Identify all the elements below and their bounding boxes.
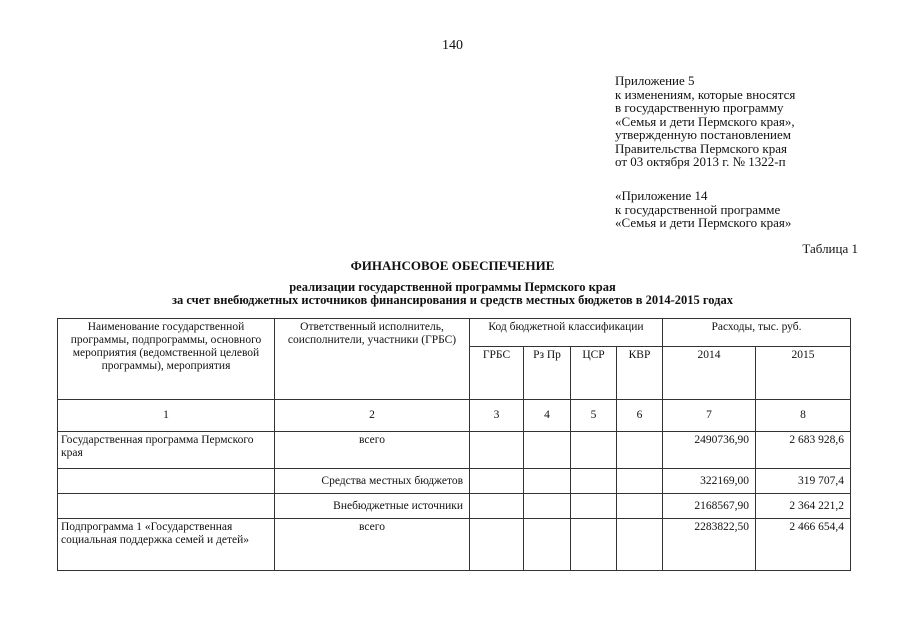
column-number: 4	[524, 400, 571, 432]
document-subtitle	[0, 281, 905, 307]
header-2015: 2015	[756, 347, 851, 400]
header-grbs: ГРБС	[470, 347, 524, 400]
row-executor: Внебюджетные источники	[275, 494, 470, 519]
appendix-14-block	[615, 189, 791, 230]
empty-cell	[571, 494, 617, 519]
row-value-2014: 2168567,90	[663, 494, 756, 519]
table-label: Таблица 1	[802, 241, 858, 256]
empty-cell	[470, 494, 524, 519]
row-name	[58, 494, 275, 519]
header-row-1	[58, 319, 851, 347]
appendix-line: «Семья и дети Пермского края»,	[615, 113, 795, 129]
column-number: 3	[470, 400, 524, 432]
row-name: Подпрограмма 1 «Государственная социальная поддержка семей и детей»	[58, 519, 275, 571]
column-number-row	[58, 400, 851, 432]
header-name: Наименование государственной программы, подпрограммы, основного мероприятия (ведомственной целевой программы), мероприятия	[58, 319, 275, 400]
appendix-line: Правительства Пермского края	[615, 140, 787, 156]
financing-table	[57, 318, 851, 571]
empty-cell	[571, 469, 617, 494]
table-row	[58, 469, 851, 494]
appendix-block	[615, 74, 795, 169]
header-rzpr: Рз Пр	[524, 347, 571, 400]
header-csr: ЦСР	[571, 347, 617, 400]
column-number: 7	[663, 400, 756, 432]
empty-cell	[571, 519, 617, 571]
empty-cell	[617, 432, 663, 469]
row-name: Государственная программа Пермского края	[58, 432, 275, 469]
table-row	[58, 494, 851, 519]
empty-cell	[617, 494, 663, 519]
appendix-line: от 03 октября 2013 г. № 1322-п	[615, 154, 786, 169]
appendix2-line: к государственной программе	[615, 201, 781, 217]
table-row	[58, 432, 851, 469]
appendix-line: в государственную программу	[615, 100, 784, 115]
appendix-line: утвержденную постановлением	[615, 127, 792, 142]
column-number: 1	[58, 400, 275, 432]
row-value-2015: 2 364 221,2	[756, 494, 851, 519]
column-number: 2	[275, 400, 470, 432]
row-value-2015: 319 707,4	[756, 469, 851, 494]
empty-cell	[470, 519, 524, 571]
column-number: 8	[756, 400, 851, 432]
row-value-2015: 2 466 654,4	[756, 519, 851, 571]
subtitle-line-2: за счет внебюджетных источников финансирования и средств местных бюджетов в 2014-2015 годах	[171, 293, 734, 307]
row-value-2015: 2 683 928,6	[756, 432, 851, 469]
appendix2-line: «Семья и дети Пермского края»	[615, 215, 792, 230]
empty-cell	[617, 469, 663, 494]
row-value-2014: 322169,00	[663, 469, 756, 494]
empty-cell	[524, 432, 571, 469]
column-number: 5	[571, 400, 617, 432]
row-value-2014: 2283822,50	[663, 519, 756, 571]
page-number: 140	[442, 38, 463, 53]
header-kvr: КВР	[617, 347, 663, 400]
appendix-line: к изменениям, которые вносятся	[615, 86, 796, 102]
row-executor: Средства местных бюджетов	[275, 469, 470, 494]
table-row	[58, 519, 851, 571]
header-code: Код бюджетной классификации	[470, 319, 663, 347]
empty-cell	[524, 469, 571, 494]
document-title: ФИНАНСОВОЕ ОБЕСПЕЧЕНИЕ	[350, 258, 555, 273]
appendix2-line: «Приложение 14	[615, 188, 708, 203]
row-name	[58, 469, 275, 494]
subtitle-line-1: реализации государственной программы Пермского края	[289, 280, 616, 294]
empty-cell	[524, 519, 571, 571]
row-value-2014: 2490736,90	[663, 432, 756, 469]
header-executor: Ответственный исполнитель, соисполнители, участники (ГРБС)	[275, 319, 470, 400]
column-number: 6	[617, 400, 663, 432]
row-executor: всего	[275, 519, 470, 571]
empty-cell	[524, 494, 571, 519]
row-executor: всего	[275, 432, 470, 469]
empty-cell	[470, 432, 524, 469]
appendix-line: Приложение 5	[615, 73, 695, 88]
header-expenses: Расходы, тыс. руб.	[663, 319, 851, 347]
empty-cell	[617, 519, 663, 571]
empty-cell	[571, 432, 617, 469]
empty-cell	[470, 469, 524, 494]
header-2014: 2014	[663, 347, 756, 400]
